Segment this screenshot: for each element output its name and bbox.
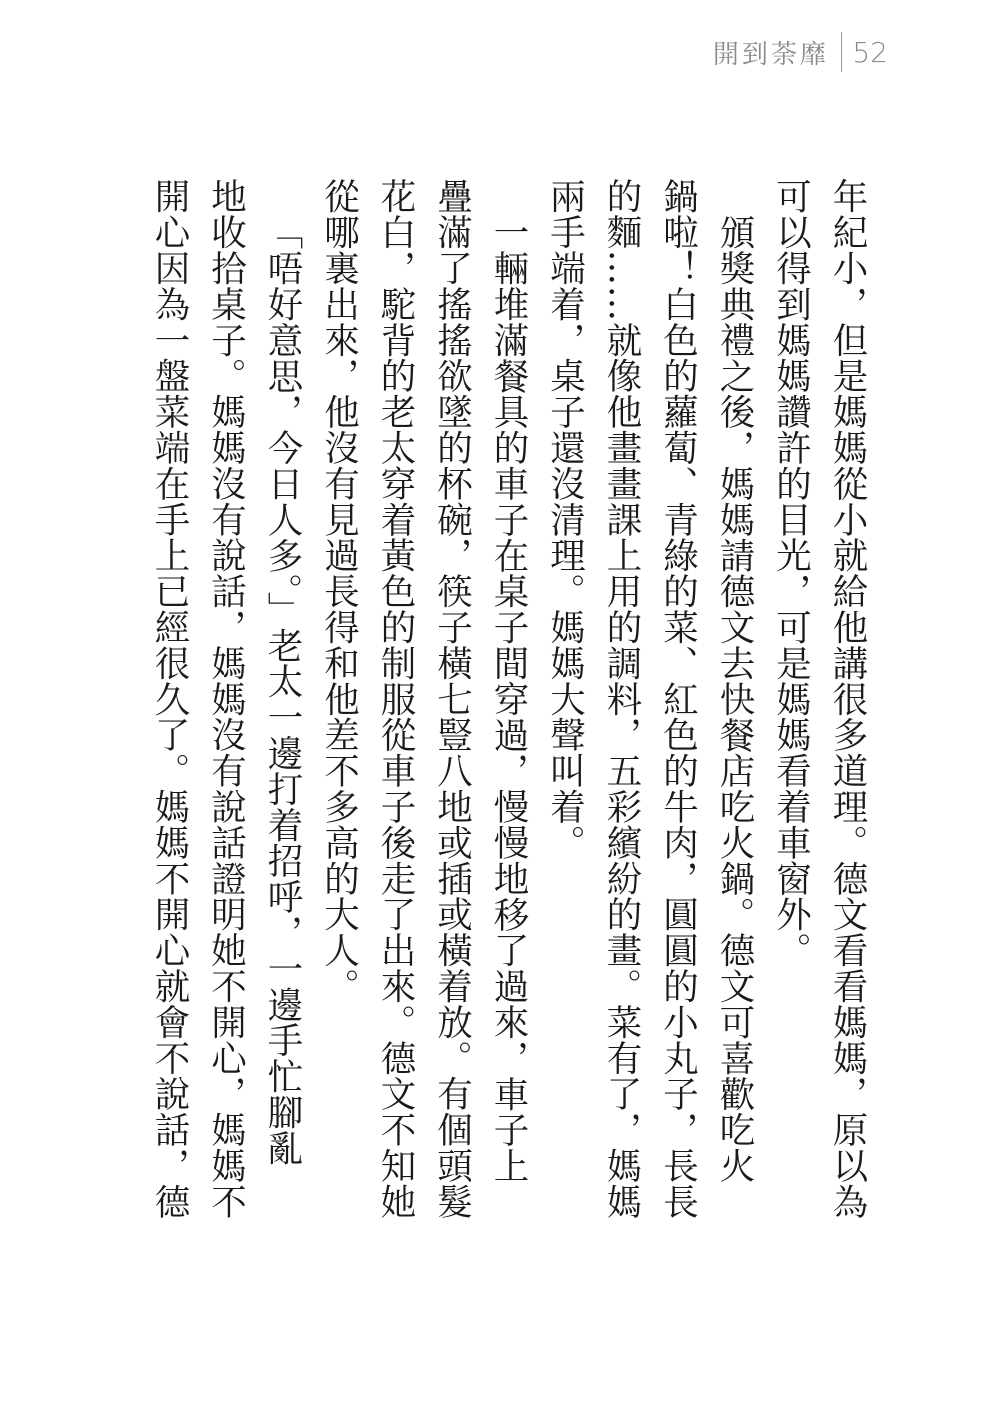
text-line: 的麵……就像他畫畫課上用的調料，五彩繽紛的畫。菜有了，媽媽 [601, 178, 642, 1220]
text-line: 「唔好意思，今日人多。」老太一邊打着招呼，一邊手忙腳亂 [262, 213, 303, 1166]
text-line: 地收拾桌子。媽媽沒有說話，媽媽沒有說話證明她不開心，媽媽不 [205, 178, 247, 1220]
running-header [713, 32, 888, 72]
text-line: 頒獎典禮之後，媽媽請德文去快餐店吃火鍋。德文可喜歡吃火 [714, 213, 755, 1183]
text-line: 從哪裏出來，他沒有見過長得和他差不多高的大人。 [318, 178, 360, 1004]
text-line: 一輛堆滿餐具的車子在桌子間穿過，慢慢地移了過來，車子上 [488, 213, 529, 1183]
text-line: 年紀小，但是媽媽從小就給他講很多道理。德文看看媽媽，原以為 [827, 178, 868, 1220]
text-line: 花白，駝背的老太穿着黃色的制服從車子後走了出來。德文不知她 [375, 178, 416, 1220]
text-line: 鍋啦！白色的蘿蔔、青綠的菜、紅色的牛肉，圓圓的小丸子，長長 [657, 178, 699, 1220]
header-divider [841, 32, 843, 72]
text-line: 開心因為一盤菜端在手上已經很久了。媽媽不開心就會不說話，德 [149, 178, 190, 1220]
vertical-body-text [150, 178, 875, 1268]
book-title: 開到荼靡 [712, 39, 829, 70]
text-line: 可以得到媽媽讚許的目光，可是媽媽看着車窗外。 [770, 178, 812, 968]
text-line: 兩手端着，桌子還沒清理。媽媽大聲叫着。 [544, 178, 586, 861]
text-line: 疊滿了搖搖欲墜的杯碗，筷子橫七豎八地或插或橫着放。有個頭髮 [431, 178, 473, 1220]
page-number: 52 [852, 35, 888, 69]
